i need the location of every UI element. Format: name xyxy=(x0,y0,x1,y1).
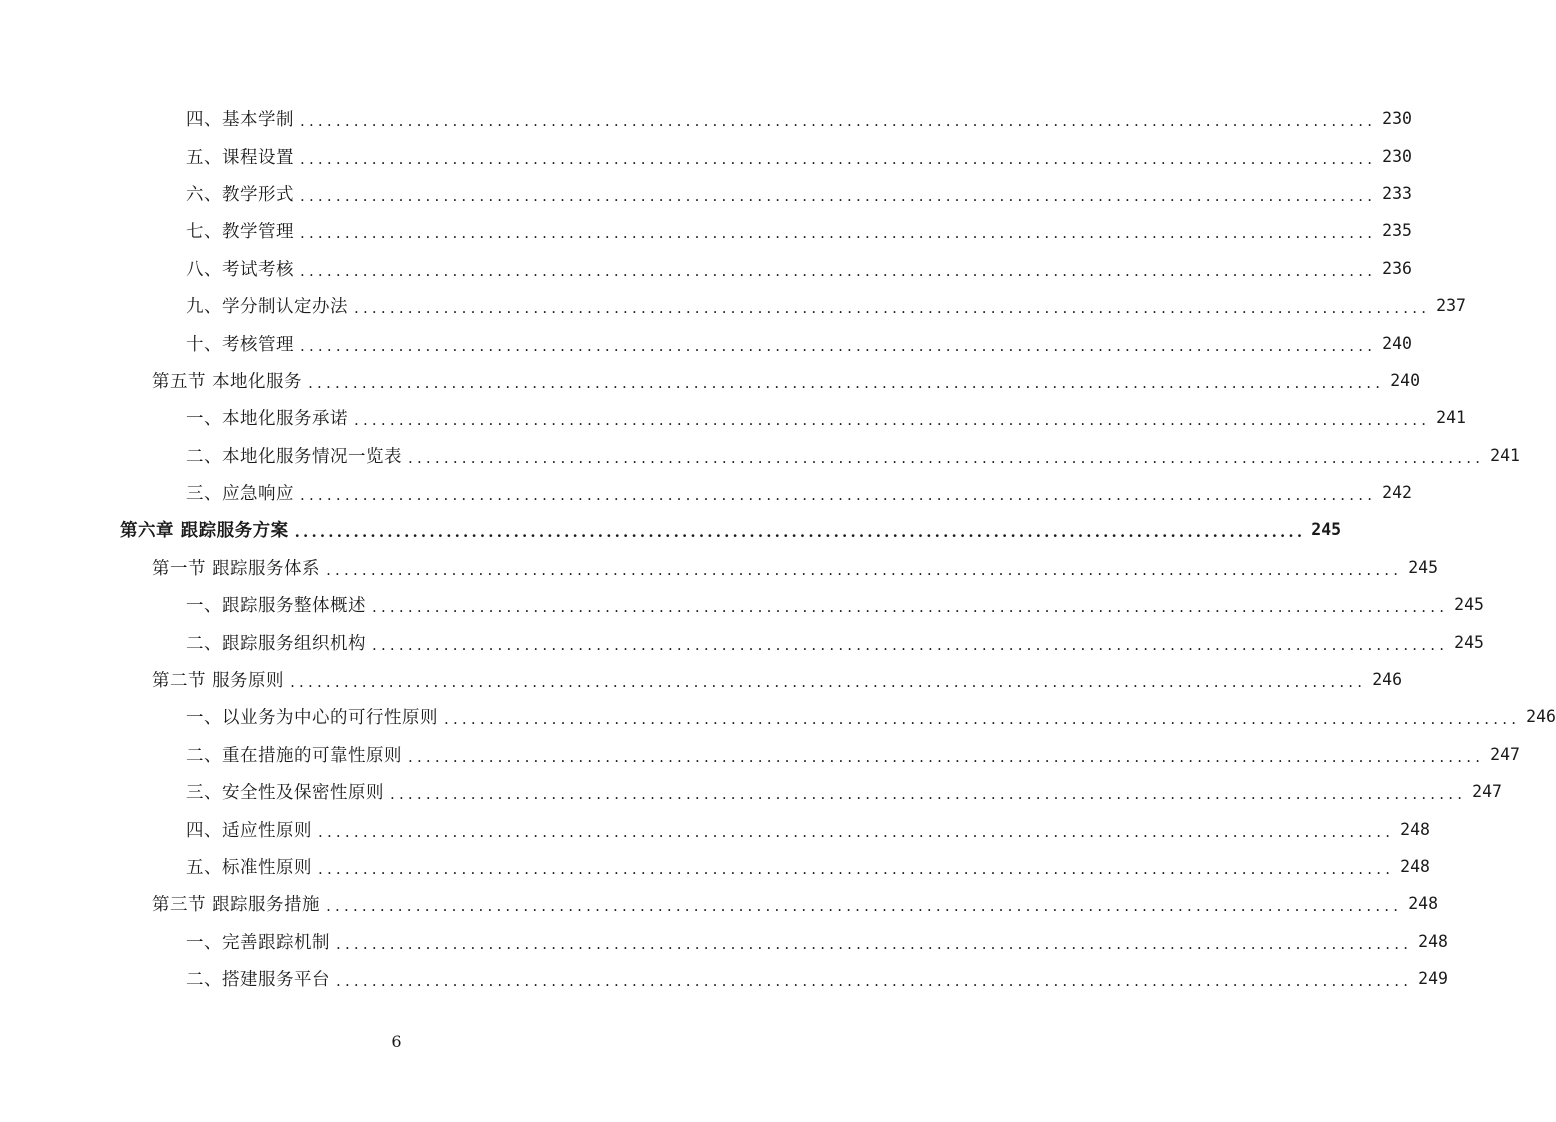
toc-leader-dots: ........................................................................................................................ xyxy=(336,972,1413,991)
toc-entry-page: 248 xyxy=(1408,894,1439,914)
toc-entry-title: 九、学分制认定办法 xyxy=(186,297,348,318)
toc-leader-dots: ........................................................................................................................ xyxy=(354,299,1431,318)
toc-entry[interactable] xyxy=(0,661,1403,698)
toc-leader-dots: ........................................................................................................................ xyxy=(300,186,1377,205)
toc-entry[interactable] xyxy=(0,474,1412,511)
toc-entry[interactable] xyxy=(0,773,1502,810)
toc-entry-page: 247 xyxy=(1472,782,1502,802)
toc-leader-dots: ........................................................................................................................ xyxy=(300,486,1377,505)
toc-entry-page: 237 xyxy=(1436,296,1466,316)
toc-entry-page: 249 xyxy=(1418,969,1448,989)
toc-entry-title: 八、考试考核 xyxy=(186,259,294,280)
toc-leader-dots: ........................................................................................................................ xyxy=(290,673,1367,692)
toc-entry[interactable] xyxy=(0,250,1412,287)
toc-entry-page: 248 xyxy=(1400,819,1430,839)
toc-entry-page: 236 xyxy=(1382,258,1412,278)
toc-entry-title: 四、基本学制 xyxy=(186,110,294,131)
toc-entry-page: 245 xyxy=(1408,557,1439,577)
toc-entry-page: 230 xyxy=(1382,146,1412,166)
toc-leader-dots: ........................................................................................................................ xyxy=(326,897,1403,916)
toc-leader-dots: ........................................................................................................................ xyxy=(408,747,1485,766)
toc-leader-dots: ........................................................................................................................ xyxy=(354,411,1431,430)
toc-entry[interactable] xyxy=(0,549,1439,586)
toc-leader-dots: ........................................................................................................................ xyxy=(294,523,1306,542)
toc-entry[interactable] xyxy=(0,137,1412,174)
toc-entry[interactable] xyxy=(0,960,1448,997)
toc-entry[interactable] xyxy=(0,885,1439,922)
toc-entry-page: 230 xyxy=(1382,109,1412,129)
toc-entry-page: 235 xyxy=(1382,221,1412,241)
toc-entry-title: 一、跟踪服务整体概述 xyxy=(186,596,366,617)
toc-leader-dots: ........................................................................................................................ xyxy=(372,598,1449,617)
toc-entry-title: 二、重在措施的可靠性原则 xyxy=(186,745,402,766)
toc-leader-dots: ........................................................................................................................ xyxy=(336,934,1413,953)
toc-entry[interactable] xyxy=(0,923,1448,960)
toc-entry-title: 一、本地化服务承诺 xyxy=(186,409,348,430)
toc-leader-dots: ........................................................................................................................ xyxy=(300,261,1377,280)
toc-entry-title: 第三节 跟踪服务措施 xyxy=(152,895,321,916)
toc-entry-page: 248 xyxy=(1400,857,1430,876)
toc-entry-title: 二、跟踪服务组织机构 xyxy=(186,633,366,654)
toc-entry-title: 六、教学形式 xyxy=(186,184,294,205)
toc-entry-page: 241 xyxy=(1490,445,1520,465)
toc-entry-page: 241 xyxy=(1436,408,1466,428)
toc-entry[interactable] xyxy=(0,810,1430,847)
toc-entry-title: 第五节 本地化服务 xyxy=(152,371,303,392)
toc-entry-page: 248 xyxy=(1418,931,1448,951)
toc-entry-title: 二、搭建服务平台 xyxy=(186,970,330,991)
toc-entry-title: 四、适应性原则 xyxy=(186,820,312,841)
toc-entry-title: 十、考核管理 xyxy=(186,334,294,355)
table-of-contents xyxy=(0,100,1556,997)
toc-leader-dots: ........................................................................................................................ xyxy=(318,822,1395,841)
toc-entry-page: 246 xyxy=(1526,707,1556,727)
toc-entry-page: 240 xyxy=(1390,370,1421,390)
page-number: 6 xyxy=(391,1032,402,1051)
toc-entry-title: 一、完善跟踪机制 xyxy=(186,932,330,953)
toc-entry-title: 第一节 跟踪服务体系 xyxy=(152,558,321,579)
toc-leader-dots: ........................................................................................................................ xyxy=(408,448,1485,467)
toc-leader-dots: ........................................................................................................................ xyxy=(300,112,1377,131)
toc-entry[interactable] xyxy=(0,324,1412,361)
toc-entry[interactable] xyxy=(0,586,1484,623)
toc-leader-dots: ........................................................................................................................ xyxy=(318,860,1395,878)
toc-entry-title: 五、标准性原则 xyxy=(186,858,312,878)
toc-leader-dots: ........................................................................................................................ xyxy=(300,149,1377,168)
toc-leader-dots: ........................................................................................................................ xyxy=(326,560,1403,579)
toc-entry-page: 242 xyxy=(1382,483,1412,503)
toc-entry[interactable] xyxy=(0,698,1556,735)
toc-leader-dots: ........................................................................................................................ xyxy=(300,224,1377,243)
toc-entry[interactable] xyxy=(0,736,1520,773)
toc-entry[interactable] xyxy=(0,175,1412,212)
toc-entry-title: 第六章 跟踪服务方案 xyxy=(120,521,289,542)
toc-entry[interactable] xyxy=(0,623,1484,660)
toc-entry-title: 七、教学管理 xyxy=(186,222,294,243)
toc-entry[interactable] xyxy=(0,100,1412,137)
toc-leader-dots: ........................................................................................................................ xyxy=(300,336,1377,355)
toc-entry-title: 一、以业务为中心的可行性原则 xyxy=(186,708,438,729)
toc-leader-dots: ........................................................................................................................ xyxy=(372,635,1449,654)
toc-leader-dots: ........................................................................................................................ xyxy=(390,785,1467,804)
toc-entry-title: 三、应急响应 xyxy=(186,484,294,505)
toc-entry-page: 245 xyxy=(1454,632,1484,652)
toc-entry-page: 233 xyxy=(1382,183,1412,203)
toc-entry-page: 240 xyxy=(1382,333,1412,353)
toc-entry[interactable] xyxy=(0,399,1466,436)
toc-entry[interactable] xyxy=(0,287,1466,324)
toc-entry-title: 五、课程设置 xyxy=(186,147,294,168)
toc-leader-dots: ........................................................................................................................ xyxy=(308,373,1385,392)
toc-entry-page: 246 xyxy=(1372,670,1403,690)
toc-entry[interactable] xyxy=(0,212,1412,249)
toc-entry[interactable] xyxy=(0,511,1342,548)
toc-entry-page: 245 xyxy=(1311,520,1342,540)
toc-entry-page: 245 xyxy=(1454,595,1484,615)
toc-entry-title: 第二节 服务原则 xyxy=(152,671,285,692)
toc-entry[interactable] xyxy=(0,362,1421,399)
toc-entry[interactable] xyxy=(0,848,1430,885)
toc-entry-title: 三、安全性及保密性原则 xyxy=(186,783,384,804)
toc-entry[interactable] xyxy=(0,437,1520,474)
toc-entry-page: 247 xyxy=(1490,744,1520,764)
toc-leader-dots: ........................................................................................................................ xyxy=(444,710,1521,729)
toc-entry-title: 二、本地化服务情况一览表 xyxy=(186,446,402,467)
